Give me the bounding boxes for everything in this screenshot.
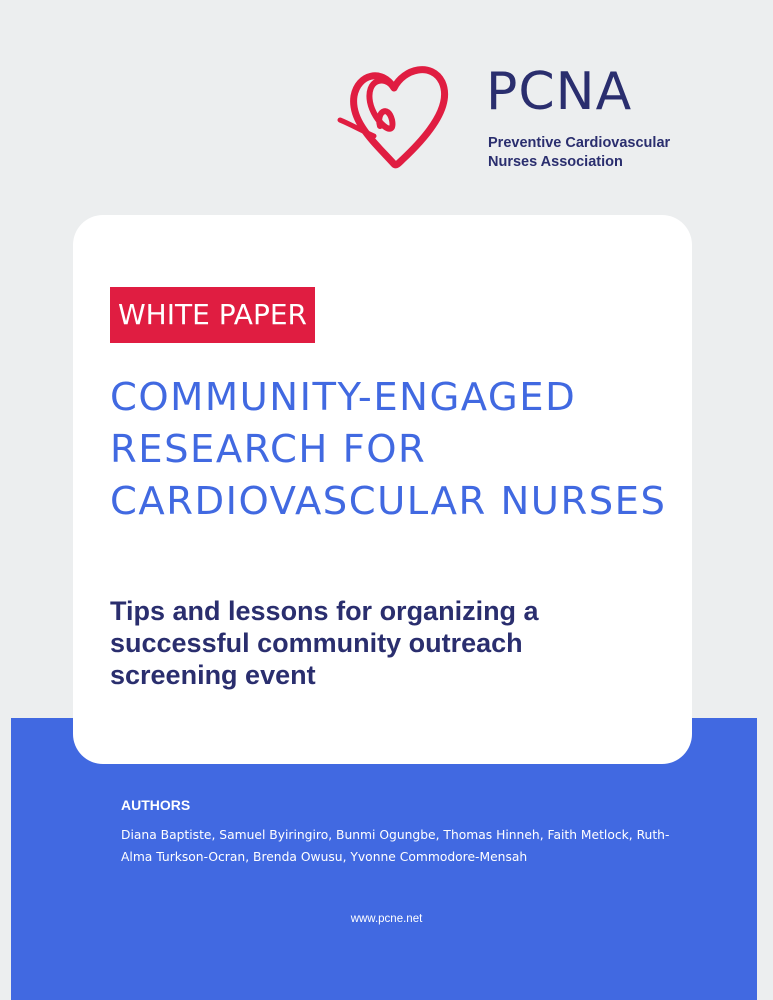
document-subtitle: Tips and lessons for organizing a successful community outreach screening event [110, 596, 539, 690]
document-title: COMMUNITY-ENGAGED RESEARCH FOR CARDIOVASCULAR NURSES [110, 375, 667, 524]
document-type-tag: WHITE PAPER [110, 287, 315, 343]
authors-list: Diana Baptiste, Samuel Byiringiro, Bunmi Ogungbe, Thomas Hinneh, Faith Metlock, Ruth-Alma Turkson-Ocran, Brenda Owusu, Yvonne Commodore-Mensah [121, 828, 670, 864]
authors-heading: AUTHORS [121, 797, 191, 813]
heart-ribbon-icon [336, 60, 476, 180]
website-link[interactable]: www.pcne.net [350, 913, 423, 925]
title-card [73, 215, 692, 764]
pcna-logo [336, 60, 681, 180]
logo-organization-name: Preventive Cardiovascular Nurses Association [488, 135, 671, 170]
logo-wordmark: PCNA [486, 62, 633, 122]
